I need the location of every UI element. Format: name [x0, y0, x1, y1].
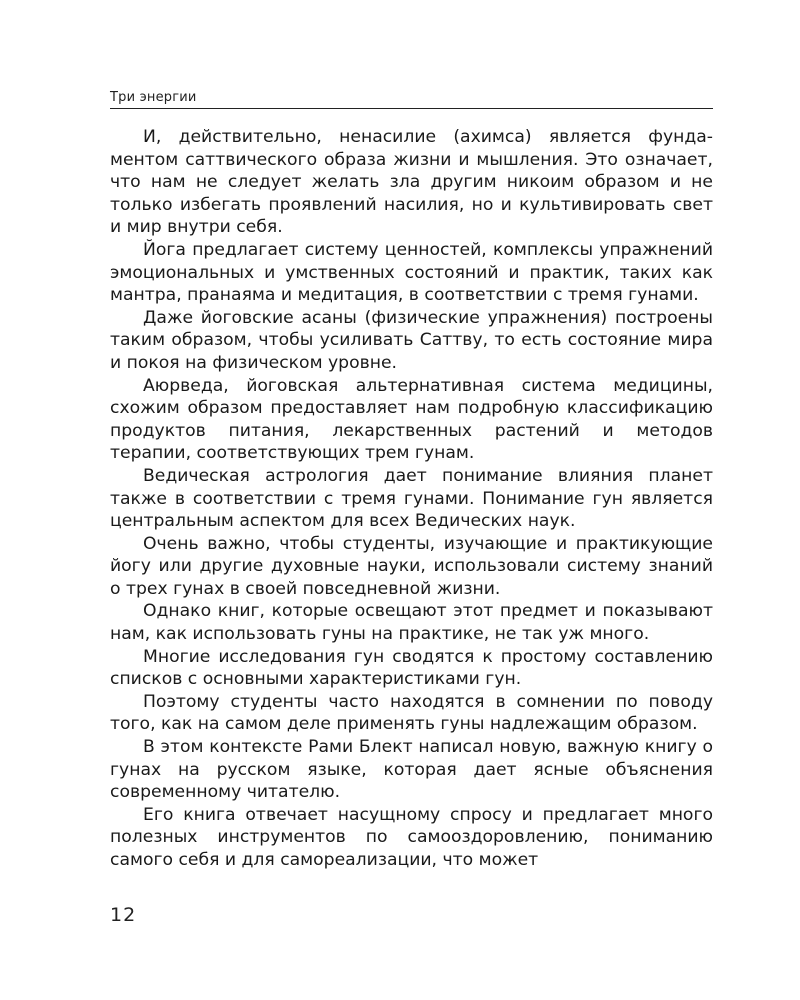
header-rule [110, 108, 713, 109]
paragraph: Аюрведа, йоговская альтернативная система медицины, схожим образом предоставляет нам подробную классификацию продуктов питания, лекарственных растений и методов терапии, соответствующих трем гунам. [110, 375, 713, 464]
paragraph: Даже йоговские асаны (физические упражнения) построены таким образом, чтобы усиливать Саттву, то есть состояние мира и покоя на физическом уровне. [110, 307, 713, 373]
paragraph: Ведическая астрология дает понимание влияния планет также в соответствии с тремя гунами. Понимание гун является центральным аспектом для всех Ведических наук. [110, 465, 713, 532]
page-number: 12 [110, 904, 137, 926]
paragraph: И, действительно, ненасилие (ахимса) является фундаментом саттвического образа жизни и мышления. Это означает, что нам не следует желать зла другим никоим образом и не только избегать проявлений насилия, но и культивировать свет и мир внутри себя. [110, 127, 713, 238]
paragraph: Йога предлагает систему ценностей, комплексы упражнений эмоциональных и умственных состояний и практик, таких как мантра, пранаяма и медитация, в соответствии с тремя гунами. [110, 239, 713, 306]
paragraph: Очень важно, чтобы студенты, изучающие и практикующие йогу или другие духовные науки, использовали систему знаний о трех гунах в своей повседневной жизни. [110, 533, 713, 599]
body-text [110, 126, 713, 872]
paragraph: Многие исследования гун сводятся к простому составлению списков с основными характеристиками гун. [110, 646, 713, 690]
paragraph: Поэтому студенты часто находятся в сомнении по поводу того, как на самом деле применять гуны надлежащим образом. [110, 691, 713, 735]
paragraph: В этом контексте Рами Блект написал новую, важную книгу о гунах на русском языке, которая дает ясные объяснения современному читателю. [110, 737, 713, 803]
running-head: Три энергии [110, 90, 197, 105]
paragraph: Его книга отвечает насущному спросу и предлагает много полезных инструментов по самооздоровлению, пониманию самого себя и для самореализации, что может [110, 804, 713, 870]
paragraph: Однако книг, которые освещают этот предмет и показывают нам, как использовать гуны на практике, не так уж много. [110, 601, 713, 645]
